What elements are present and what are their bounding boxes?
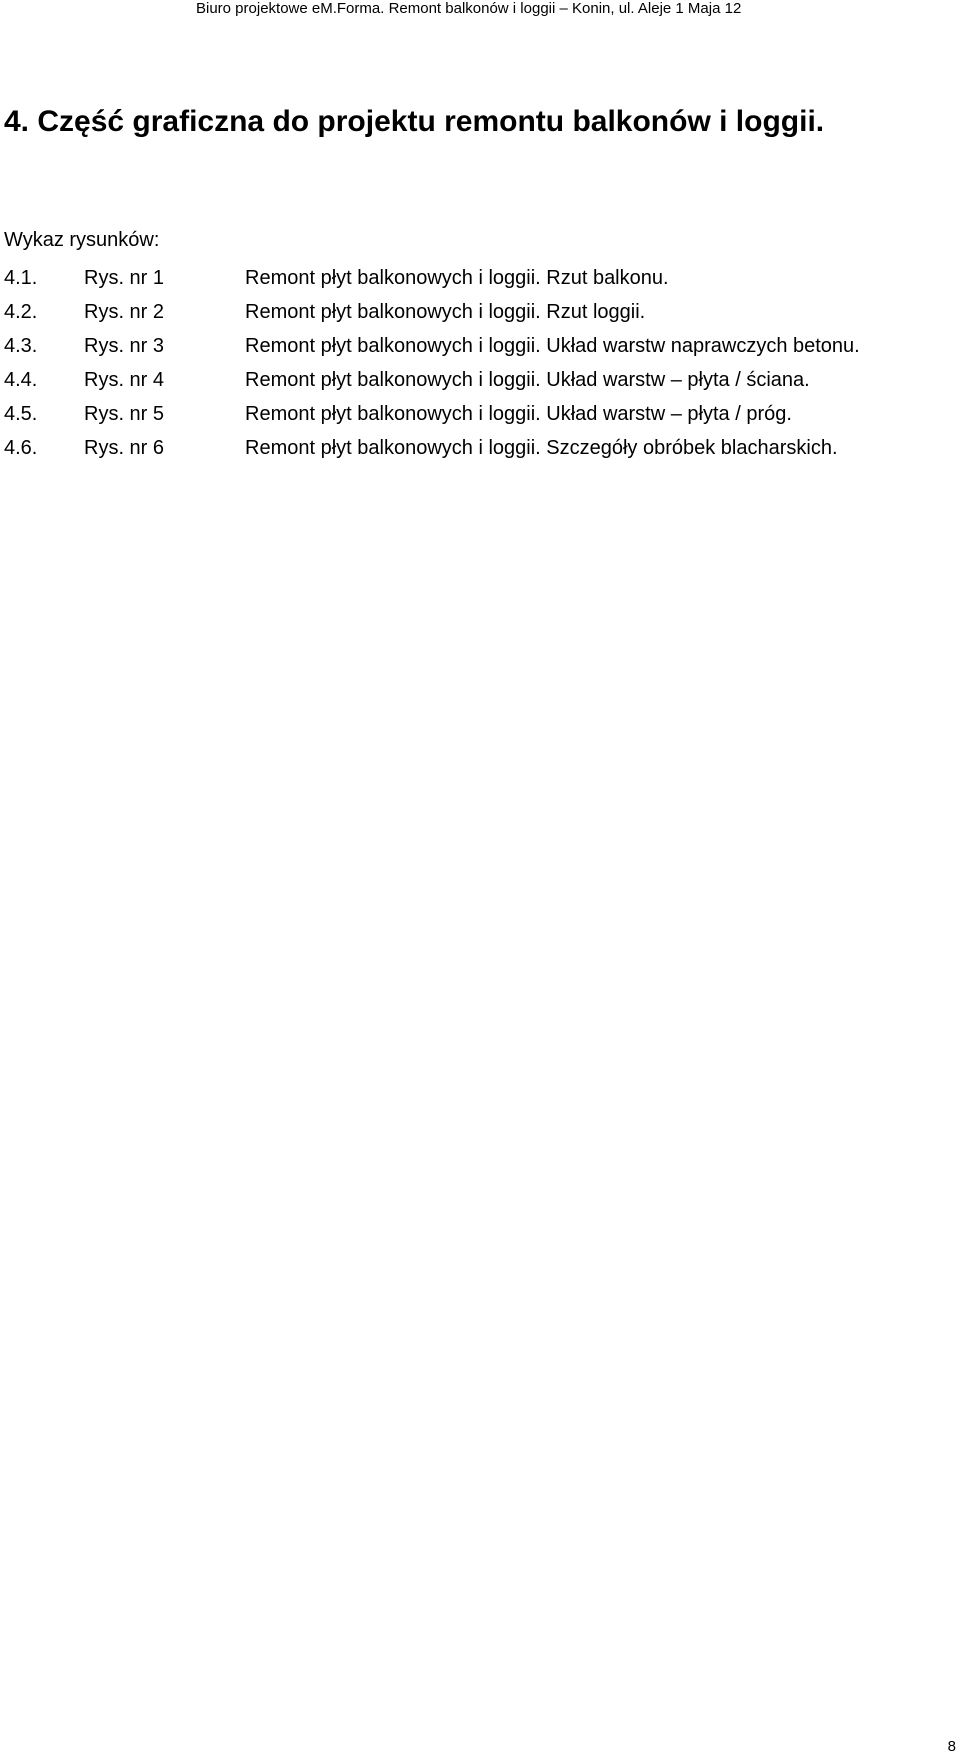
drawing-number: Rys. nr 2 xyxy=(84,301,165,323)
list-item xyxy=(4,334,954,368)
drawing-index: 4.2. xyxy=(4,301,38,323)
list-item xyxy=(4,368,954,402)
drawings-list xyxy=(4,266,954,470)
drawing-description: Remont płyt balkonowych i loggii. Rzut balkonu. xyxy=(245,267,669,289)
drawing-number: Rys. nr 6 xyxy=(84,437,165,459)
drawing-number: Rys. nr 3 xyxy=(84,335,165,357)
page-number: 8 xyxy=(947,1738,956,1755)
drawing-index: 4.6. xyxy=(4,437,38,459)
drawing-index: 4.4. xyxy=(4,369,38,391)
drawing-description: Remont płyt balkonowych i loggii. Rzut loggii. xyxy=(245,301,646,323)
drawing-index: 4.5. xyxy=(4,403,38,425)
section-title: 4. Część graficzna do projektu remontu balkonów i loggii. xyxy=(4,105,825,138)
drawing-description: Remont płyt balkonowych i loggii. Układ warstw – płyta / próg. xyxy=(245,403,792,425)
drawing-description: Remont płyt balkonowych i loggii. Układ warstw naprawczych betonu. xyxy=(245,335,860,357)
drawing-index: 4.1. xyxy=(4,267,38,289)
drawing-description: Remont płyt balkonowych i loggii. Szczegóły obróbek blacharskich. xyxy=(245,437,838,459)
drawings-list-heading: Wykaz rysunków: xyxy=(4,229,160,251)
list-item xyxy=(4,436,954,470)
drawing-number: Rys. nr 4 xyxy=(84,369,165,391)
drawing-number: Rys. nr 1 xyxy=(84,267,165,289)
list-item xyxy=(4,402,954,436)
drawing-index: 4.3. xyxy=(4,335,38,357)
drawing-description: Remont płyt balkonowych i loggii. Układ warstw – płyta / ściana. xyxy=(245,369,810,391)
list-item xyxy=(4,300,954,334)
page-header: Biuro projektowe eM.Forma. Remont balkonów i loggii – Konin, ul. Aleje 1 Maja 12 xyxy=(196,0,742,17)
list-item xyxy=(4,266,954,300)
drawing-number: Rys. nr 5 xyxy=(84,403,165,425)
